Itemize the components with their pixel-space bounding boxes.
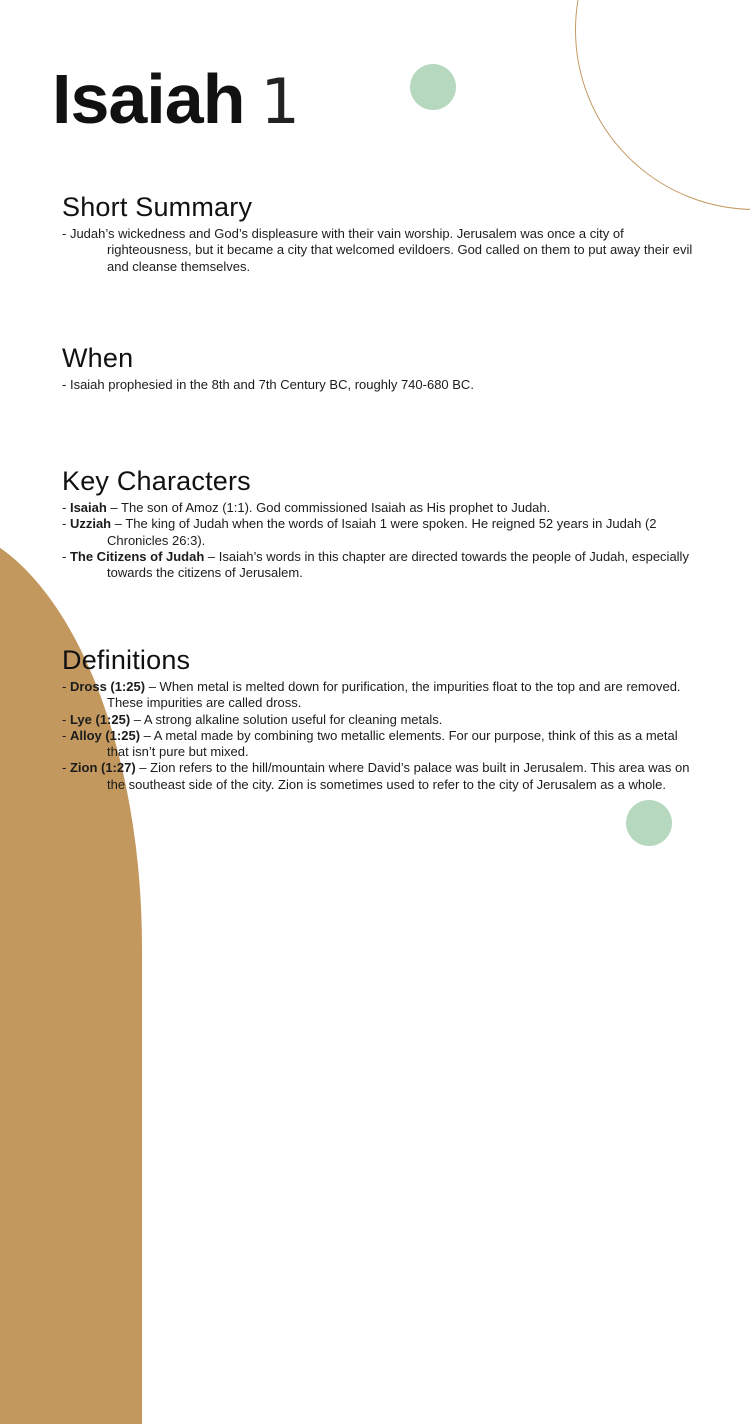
section-heading: When — [62, 343, 134, 373]
definition-item — [62, 728, 702, 761]
character-item — [62, 500, 702, 516]
section-heading: Short Summary — [62, 192, 253, 222]
decorative-green-dot-bottom — [626, 800, 672, 846]
section-when — [62, 341, 702, 393]
item-term: Isaiah — [69, 500, 107, 515]
item-text: – A metal made by combining two metallic elements. For our purpose, think of this as a metal that isn’t pure but mixed. — [107, 727, 678, 760]
definition-item — [62, 712, 702, 728]
section-heading: Definitions — [62, 645, 191, 675]
when-item — [62, 377, 702, 393]
item-term: The Citizens of Judah — [69, 548, 205, 564]
item-bullet: - — [62, 679, 70, 694]
item-bullet: - — [62, 711, 70, 727]
character-item — [62, 516, 702, 549]
item-term: Dross (1:25) — [69, 679, 146, 694]
item-term: Zion (1:27) — [69, 760, 136, 776]
item-term: Uzziah — [69, 516, 112, 532]
item-term: Alloy (1:25) — [69, 727, 141, 743]
item-bullet: - — [62, 500, 70, 515]
summary-item — [62, 226, 702, 275]
item-bullet: - — [62, 226, 70, 241]
page-title — [52, 60, 299, 138]
title-book: Isaiah — [52, 60, 245, 138]
decorative-ring — [575, 0, 750, 210]
section-key-characters — [62, 464, 702, 581]
item-bullet: - — [62, 548, 70, 564]
title-chapter: 1 — [260, 65, 299, 138]
section-heading: Key Characters — [62, 466, 251, 496]
decorative-green-dot — [410, 64, 456, 110]
item-bullet: - — [62, 760, 70, 776]
item-bullet: - — [62, 727, 70, 743]
section-short-summary — [62, 190, 702, 275]
item-bullet: - — [62, 516, 70, 532]
item-text: – A strong alkaline solution useful for cleaning metals. — [130, 711, 443, 727]
definition-item — [62, 679, 702, 712]
item-text: – When metal is melted down for purification, the impurities float to the top and are removed. These impurities are called dross. — [107, 679, 681, 711]
item-text: Isaiah prophesied in the 8th and 7th Century BC, roughly 740-680 BC. — [69, 377, 474, 392]
item-text: – The king of Judah when the words of Isaiah 1 were spoken. He reigned 52 years in Judah (2 Chronicles 26:3). — [107, 516, 657, 548]
character-item — [62, 549, 702, 582]
item-text: – The son of Amoz (1:1). God commissioned Isaiah as His prophet to Judah. — [106, 500, 551, 515]
section-definitions — [62, 643, 702, 793]
item-term: Lye (1:25) — [69, 711, 131, 727]
item-text: – Zion refers to the hill/mountain where David’s palace was built in Jerusalem. This area was on the southeast side of the city. Zion is sometimes used to refer to the city of Jerusalem as a whole. — [107, 760, 690, 792]
definition-item — [62, 760, 702, 793]
item-text: Judah’s wickedness and God’s displeasure with their vain worship. Jerusalem was once a city of righteousness, but it became a city that welcomed evildoers. God called on them to put away their evil and cleanse themselves. — [69, 226, 693, 274]
item-bullet: - — [62, 377, 70, 392]
item-text: – Isaiah’s words in this chapter are directed towards the people of Judah, especially towards the citizens of Jerusalem. — [107, 548, 689, 581]
